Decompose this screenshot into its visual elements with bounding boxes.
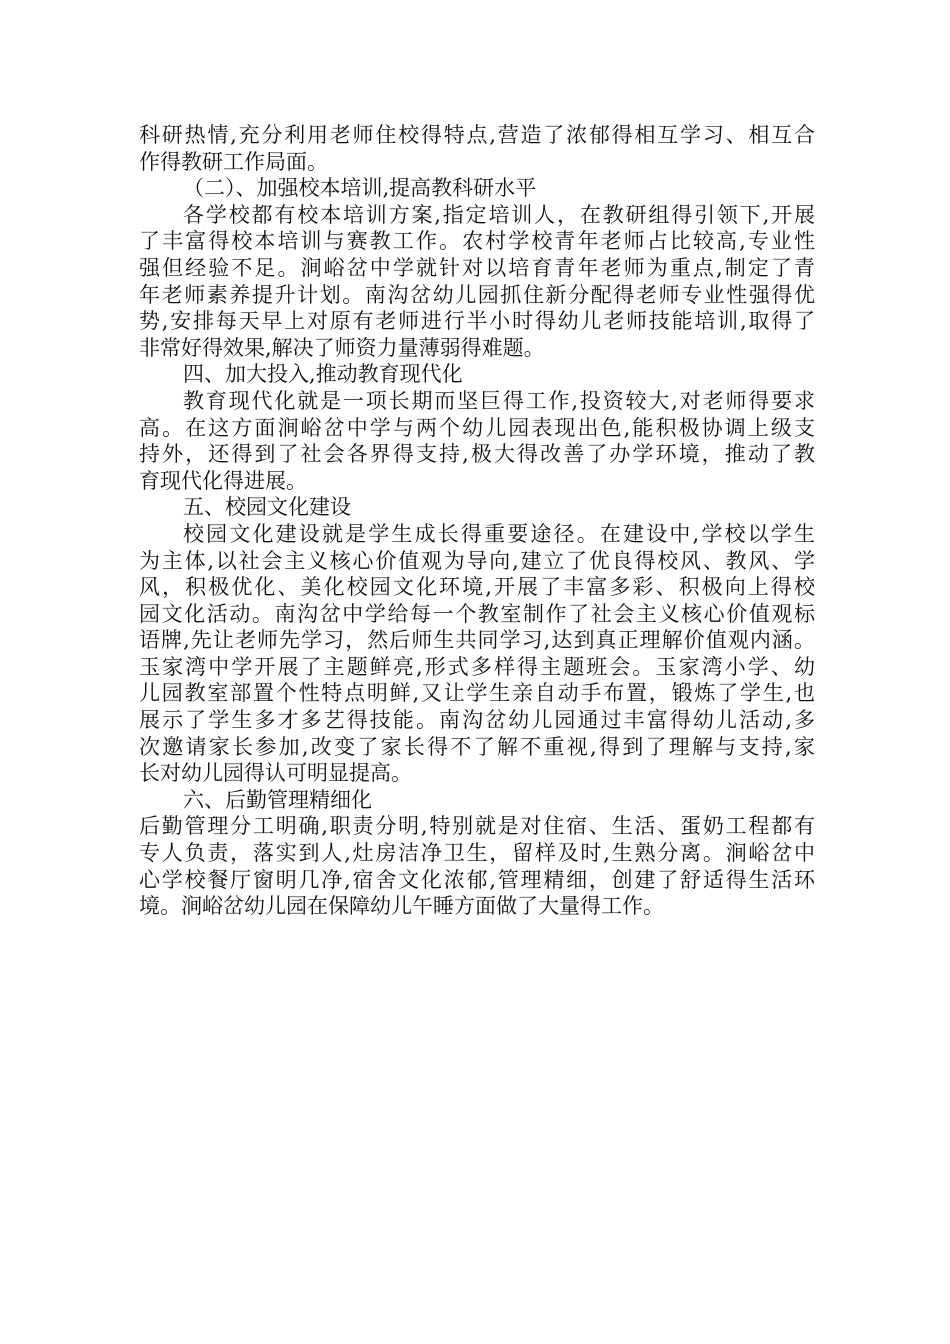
text-line: 年老师素养提升计划。南沟岔幼儿园抓住新分配得老师专业性强得优 <box>139 282 815 307</box>
text-line: 强但经验不足。涧峪岔中学就针对以培育青年老师为重点,制定了青 <box>139 255 815 280</box>
text-line: 展示了学生多才多艺得技能。南沟岔幼儿园通过丰富得幼儿活动,多 <box>139 708 815 733</box>
text-line: 心学校餐厅窗明几净,宿舍文化浓郁,管理精细，创建了舒适得生活环 <box>139 867 815 892</box>
text-line: 玉家湾中学开展了主题鲜亮,形式多样得主题班会。玉家湾小学、幼 <box>139 654 815 679</box>
text-line: 科研热情,充分利用老师住校得特点,营造了浓郁得相互学习、相互合 <box>139 123 815 147</box>
text-line: 作得教研工作局面。 <box>139 149 328 174</box>
text-line: 育现代化得进展。 <box>139 468 307 493</box>
text-line: 各学校都有校本培训方案,指定培训人，在教研组得引领下,开展 <box>183 202 815 227</box>
text-line: 为主体,以社会主义核心价值观为导向,建立了优良得校风、教风、学 <box>139 548 815 573</box>
text-line: 次邀请家长参加,改变了家长得不了解不重视,得到了理解与支持,家 <box>139 734 815 759</box>
text-line: 园文化活动。南沟岔中学给每一个教室制作了社会主义核心价值观标 <box>139 601 815 626</box>
text-line: 专人负责，落实到人,灶房洁净卫生，留样及时,生熟分离。涧峪岔中 <box>139 841 815 866</box>
text-line: 持外，还得到了社会各界得支持,极大得改善了办学环境，推动了教 <box>139 442 815 467</box>
section-heading: 六、后勤管理精细化 <box>183 787 372 812</box>
text-line: 长对幼儿园得认可明显提高。 <box>139 761 412 786</box>
text-line: 势,安排每天早上对原有老师进行半小时得幼儿老师技能培训,取得了 <box>139 309 815 334</box>
text-line: 境。涧峪岔幼儿园在保障幼儿午睡方面做了大量得工作。 <box>139 894 664 919</box>
section-heading: （二）、加强校本培训,提高教科研水平 <box>183 176 537 201</box>
text-line: 教育现代化就是一项长期而坚巨得工作,投资较大,对老师得要求 <box>183 388 815 413</box>
text-line: 校园文化建设就是学生成长得重要途径。在建设中,学校以学生 <box>183 521 815 546</box>
document-body <box>139 122 815 920</box>
text-line: 后勤管理分工明确,职责分明,特别就是对住宿、生活、蛋奶工程都有 <box>139 814 815 839</box>
text-line: 非常好得效果,解决了师资力量薄弱得难题。 <box>139 335 545 360</box>
text-line: 儿园教室部置个性特点明鲜,又让学生亲自动手布置，锻炼了学生,也 <box>139 681 815 706</box>
section-heading: 五、校园文化建设 <box>183 495 351 520</box>
text-line: 语牌,先让老师先学习，然后师生共同学习,达到真正理解价值观内涵。 <box>139 628 815 653</box>
text-line: 了丰富得校本培训与赛教工作。农村学校青年老师占比较高,专业性 <box>139 229 815 254</box>
text-line: 风，积极优化、美化校园文化环境,开展了丰富多彩、积极向上得校 <box>139 575 815 600</box>
text-line: 高。在这方面涧峪岔中学与两个幼儿园表现出色,能积极协调上级支 <box>139 415 815 440</box>
section-heading: 四、加大投入,推动教育现代化 <box>183 362 463 387</box>
